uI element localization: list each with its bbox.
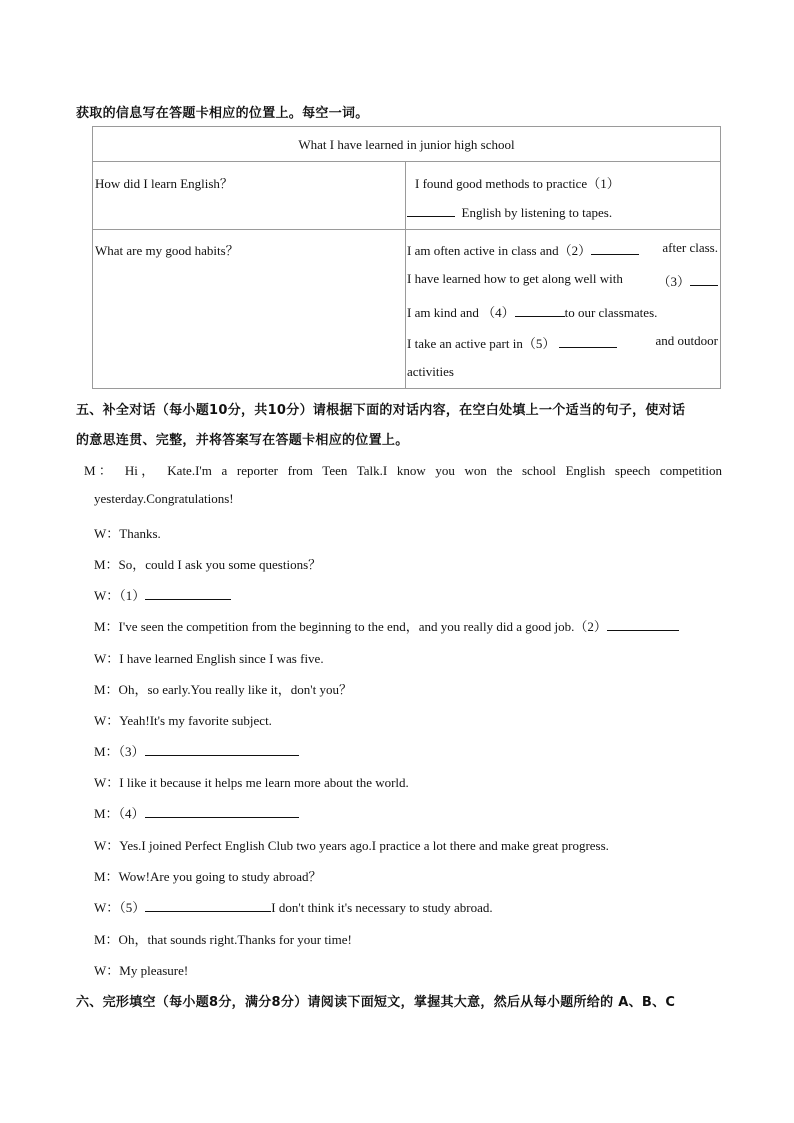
- row2-line1: I am often active in class and（2） after class.: [407, 240, 718, 258]
- answer-blank-3[interactable]: [690, 273, 718, 286]
- dialogue-line: M：So，could I ask you some questions？: [94, 557, 322, 572]
- section6-heading: 六、完形填空（每小题8分，满分8分）请阅读下面短文，掌握其大意，然后从每小题所给的 A、B、C: [76, 995, 676, 1010]
- row1-question: How did I learn English？: [95, 176, 233, 191]
- dialogue-line: M：Oh，that sounds right.Thanks for your time!: [94, 932, 352, 947]
- dialogue-line: M：（3）: [94, 741, 299, 760]
- row1-answer-line1: I found good methods to practice（1）: [415, 176, 620, 191]
- dialogue-line: W：Yes.I joined Perfect English Club two years ago.I practice a lot there and make great progress.: [94, 838, 609, 853]
- dialogue-line: M：（4）: [94, 803, 299, 822]
- dialogue-line: M：I've seen the competition from the beginning to the end，and you really did a good job.（2）: [94, 616, 679, 635]
- dialogue-line: W：My pleasure!: [94, 963, 189, 978]
- dialogue-line: W：（1）: [94, 585, 231, 604]
- section5-heading-line2: 的意思连贯、完整，并将答案写在答题卡相应的位置上。: [76, 433, 409, 448]
- row2-line5: activities: [407, 364, 454, 379]
- section5-heading-line1: 五、补全对话（每小题10分，共10分）请根据下面的对话内容，在空白处填上一个适当的句子，使对话: [76, 403, 686, 418]
- row2-line3: I am kind and （4） to our classmates.: [407, 305, 658, 320]
- row2-line2: I have learned how to get along well with （3）: [407, 271, 720, 287]
- answer-blank-5[interactable]: [559, 335, 617, 348]
- dialogue-blank-3[interactable]: [145, 743, 299, 756]
- row1-answer-line2: English by listening to tapes.: [407, 204, 612, 221]
- info-table: [92, 126, 721, 389]
- row2-question: What are my good habits？: [95, 243, 239, 258]
- answer-blank-1[interactable]: [407, 204, 455, 217]
- answer-blank-4[interactable]: [515, 304, 565, 317]
- dialogue-line: M：Oh，so early.You really like it，don't you？: [94, 682, 352, 697]
- dialogue-blank-2[interactable]: [607, 618, 679, 631]
- dialogue-line: M： Hi， Kate.I'm a reporter from Teen Talk.I know you won the school English speech competition: [84, 463, 722, 478]
- table-divider: [93, 229, 720, 230]
- table-title: What I have learned in junior high school: [298, 137, 515, 152]
- table-column-divider: [405, 161, 406, 388]
- row2-line4: I take an active part in（5） and outdoor: [407, 333, 718, 351]
- dialogue-line: yesterday.Congratulations!: [94, 491, 234, 506]
- dialogue-blank-4[interactable]: [145, 805, 299, 818]
- dialogue-line: W：Thanks.: [94, 526, 161, 541]
- dialogue-line: W：（5） I don't think it's necessary to study abroad.: [94, 900, 493, 915]
- table-divider: [93, 161, 720, 162]
- dialogue-line: W：I like it because it helps me learn more about the world.: [94, 775, 409, 790]
- intro-instruction: 获取的信息写在答题卡相应的位置上。每空一词。: [76, 106, 369, 121]
- dialogue-line: M：Wow!Are you going to study abroad？: [94, 869, 322, 884]
- dialogue-blank-1[interactable]: [145, 587, 231, 600]
- answer-blank-2[interactable]: [591, 242, 639, 255]
- dialogue-line: W：I have learned English since I was five.: [94, 651, 324, 666]
- dialogue-blank-5[interactable]: [145, 899, 271, 912]
- dialogue-line: W：Yeah!It's my favorite subject.: [94, 713, 272, 728]
